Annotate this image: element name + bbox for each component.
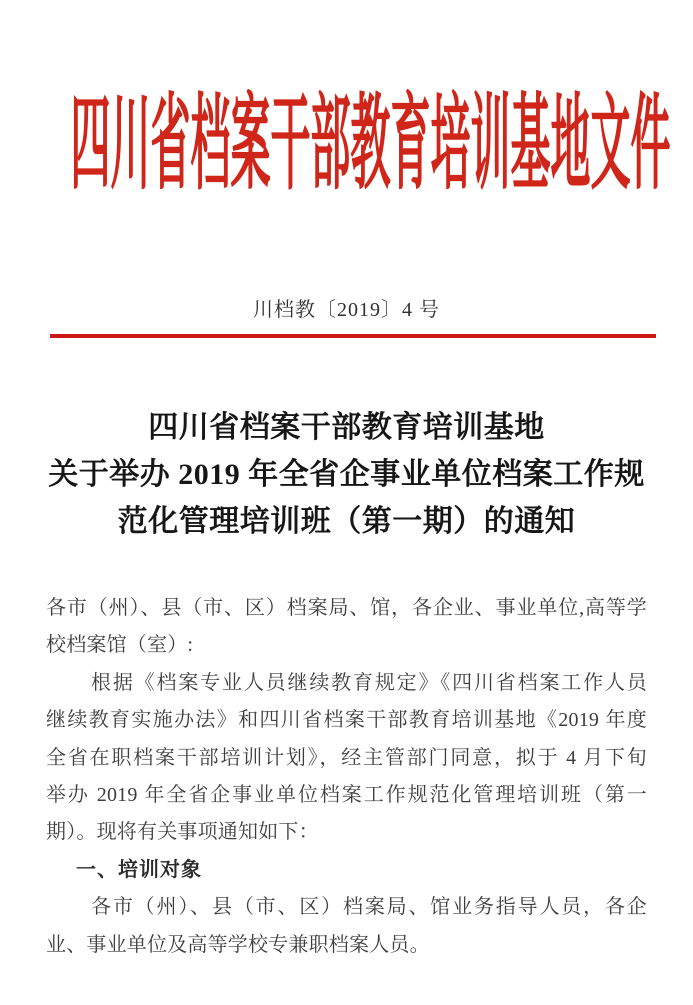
letterhead-banner [0, 78, 693, 212]
notice-title-line-1: 四川省档案干部教育培训基地 [148, 411, 545, 444]
notice-title [0, 404, 693, 545]
paragraph-line: 全省在职档案干部培训计划》，经主管部门同意，拟于 4 月下旬 [46, 746, 647, 769]
salutation-line-1: 各市（州）、县（市、区）档案局、馆，各企业、事业单位,高等学 [46, 597, 647, 619]
notice-title-line-3: 范化管理培训班（第一期）的通知 [117, 505, 576, 538]
section-heading: 一、培训对象 [76, 858, 202, 881]
paragraph-line: 期）。现将有关事项通知如下： [46, 821, 319, 844]
notice-title-line-2: 关于举办 2019 年全省企事业单位档案工作规 [48, 458, 645, 491]
letterhead-banner-title: 四川省档案干部教育培训基地文件 [70, 85, 671, 203]
document-number: 川档教〔2019〕4 号 [253, 299, 440, 321]
paragraph-line: 根据《档案专业人员继续教育规定》《四川省档案工作人员 [91, 671, 647, 694]
notice-body [0, 590, 693, 964]
paragraph-line: 举办 2019 年全省企事业单位档案工作规范化管理培训班（第一 [46, 783, 647, 806]
section-text-line: 各市（州）、县（市、区）档案局、馆业务指导人员，各企 [91, 896, 647, 919]
red-separator-rule [50, 334, 656, 338]
section-text-line: 业、事业单位及高等学校专兼职档案人员。 [46, 933, 430, 956]
paragraph-line: 继续教育实施办法》和四川省档案干部教育培训基地《2019 年度 [46, 709, 647, 732]
salutation-line-2: 校档案馆（室）: [46, 634, 194, 657]
